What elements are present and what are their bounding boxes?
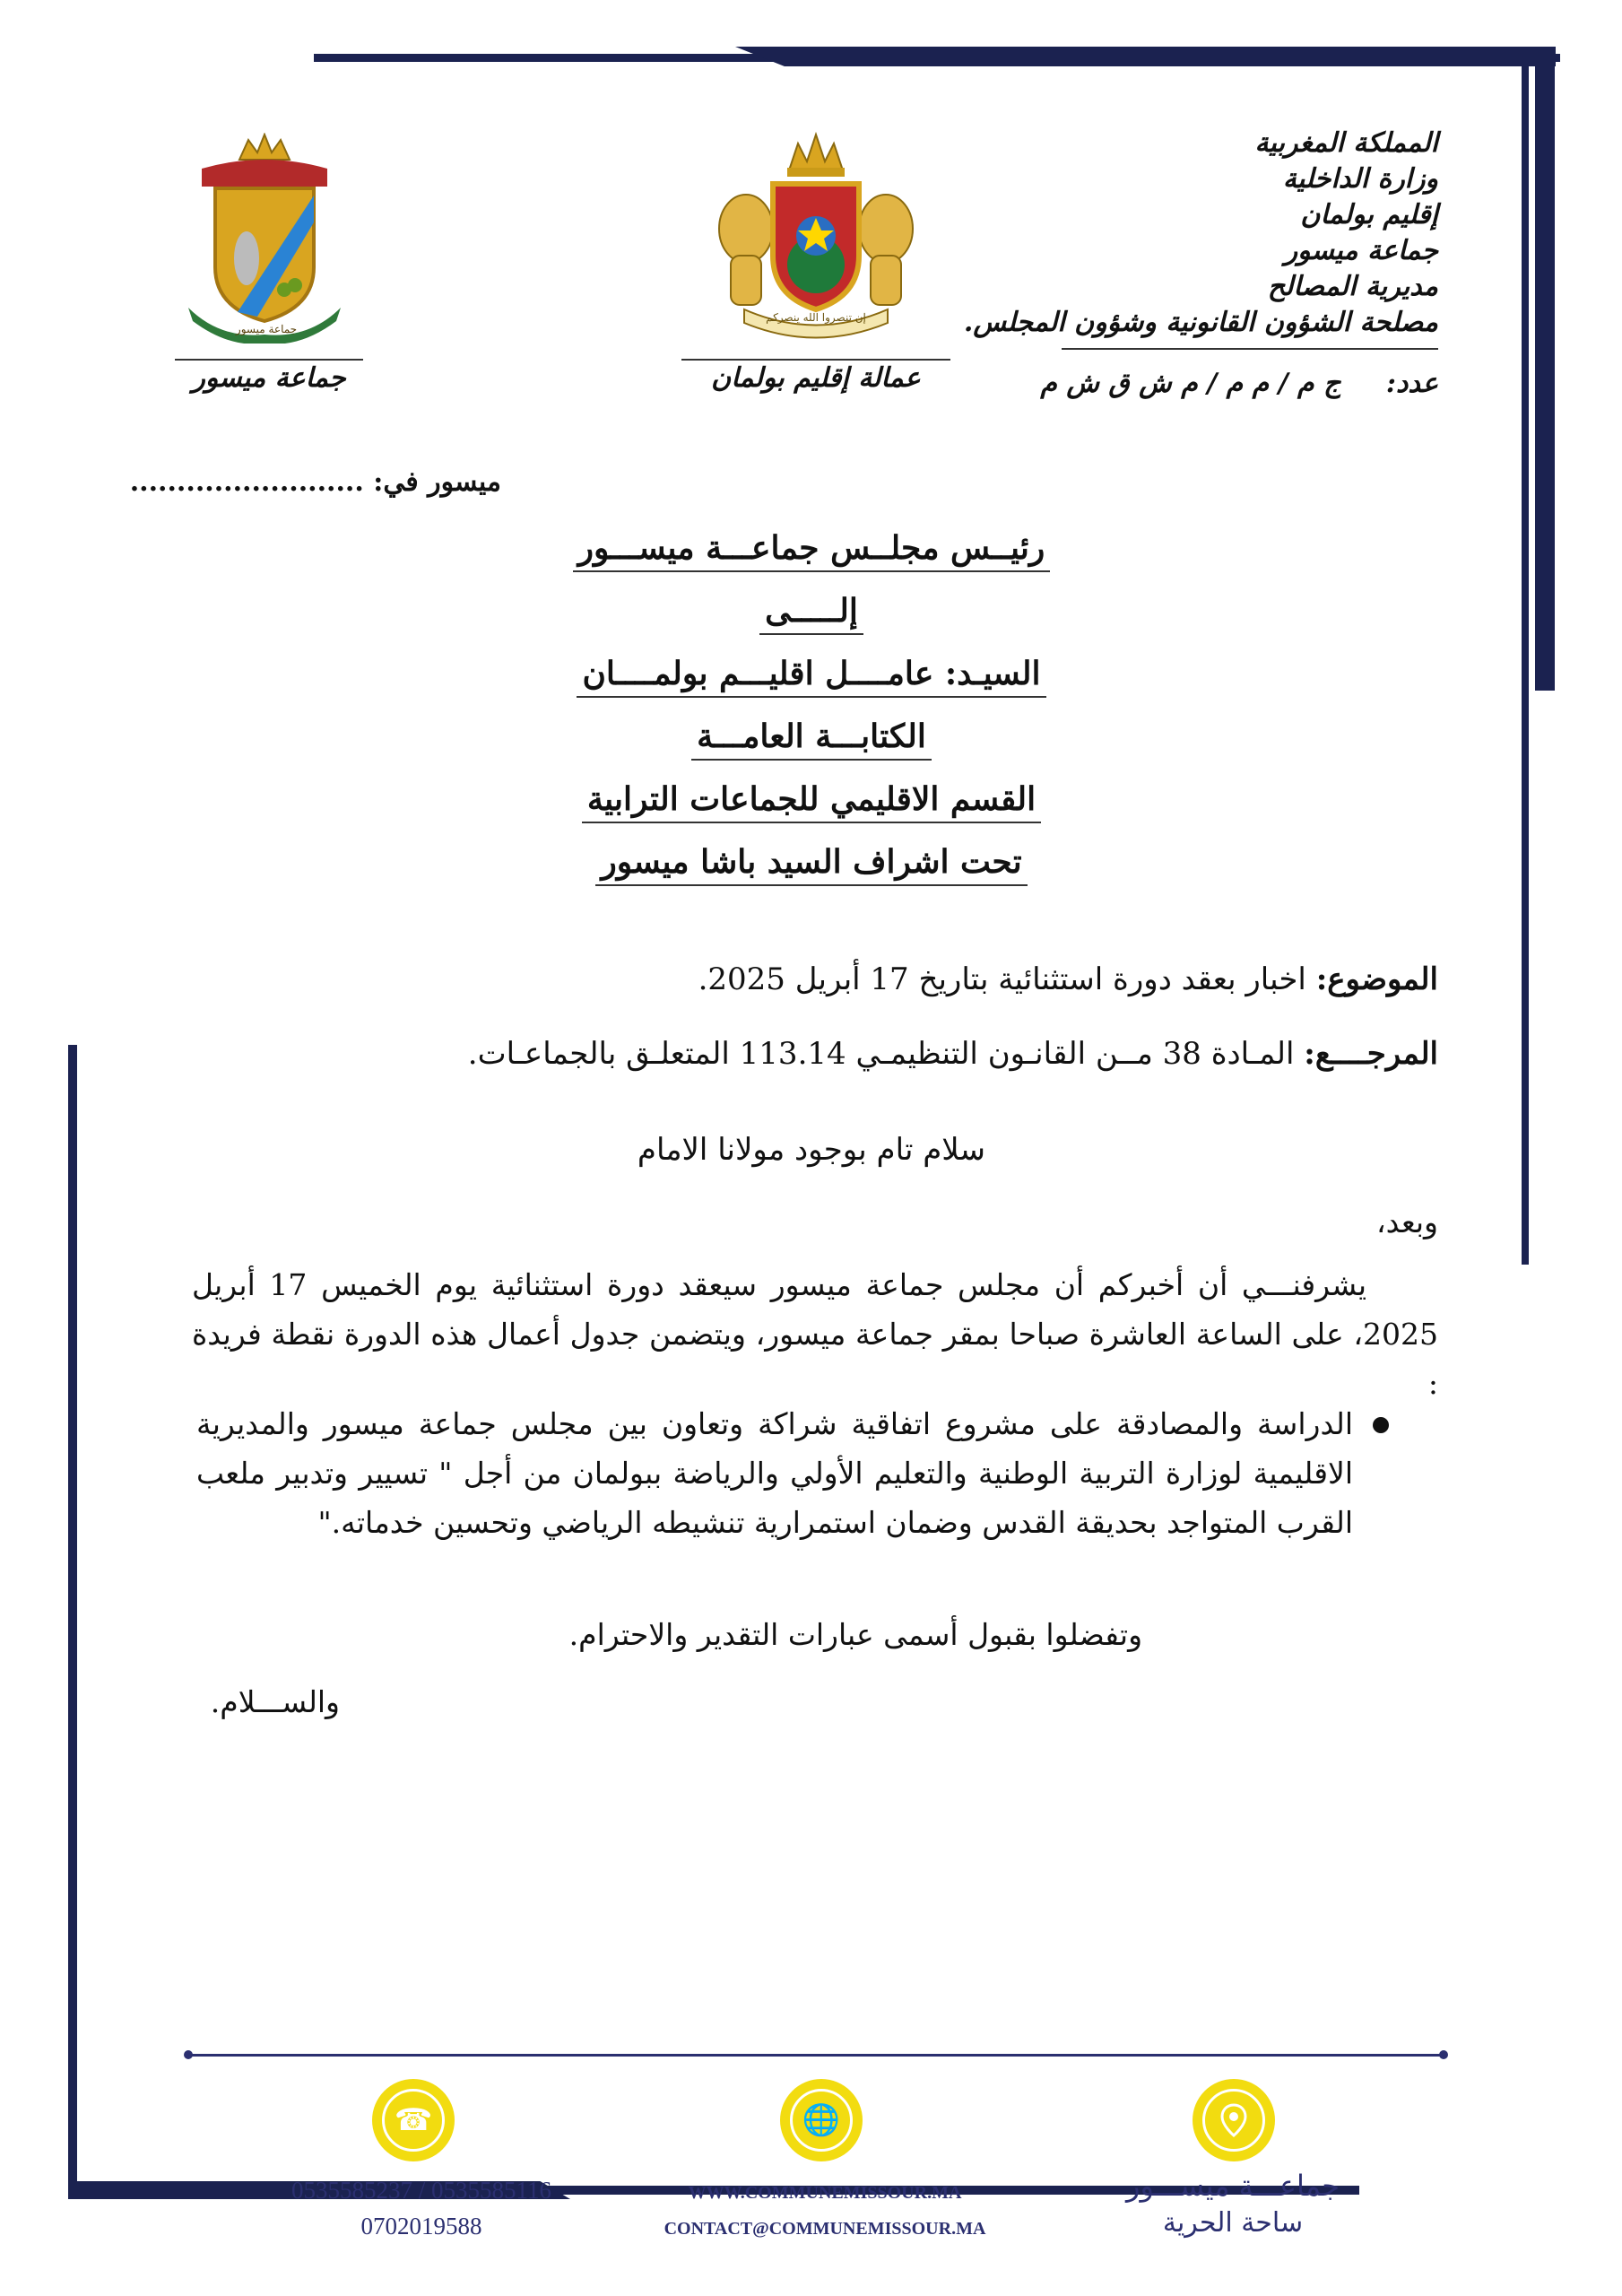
reference-number: [1040, 368, 1438, 399]
subject-text: اخبار بعقد دورة استثنائية بتاريخ 17 أبريل 2025.: [698, 961, 1306, 997]
website-link[interactable]: WWW.COMMUNEMISSOUR.MA: [688, 2183, 962, 2203]
commune-logo-emblem: [184, 133, 345, 344]
header-line-ministry: وزارة الداخلية: [1282, 163, 1438, 195]
salutation: سلام تام بوجود مولانا الامام: [637, 1132, 986, 1168]
agenda-item: الدراسة والمصادقة على مشروع اتفاقية شراكة وتعاون بين مجلس جماعة ميسور والمديرية الاقليمية لوزارة التربية الوطنية والتعليم الأولي والرياضة ببولمان من أجل " تسيير وتدبير ملعب القرب المتواجد بحديقة القدس وضمان استمرارية تنشيطه الرياضي وتحسين خدماته.": [196, 1406, 1353, 1540]
phones-line-1: 0535585237 / 0535585116: [291, 2177, 551, 2204]
supervision: [408, 843, 1215, 881]
header-underline: [1062, 348, 1438, 350]
phones-line-2: 0702019588: [360, 2213, 482, 2239]
reference: [183, 1030, 1438, 1079]
signoff: والســـلام.: [210, 1684, 340, 1719]
ministry-header: [963, 126, 1438, 341]
footer-divider-dot-right: [1439, 2050, 1448, 2059]
department-territorial-communities: [408, 780, 1215, 818]
footer-divider-dot-left: [184, 2050, 193, 2059]
to-label: [408, 592, 1215, 630]
footer-phones: [251, 2172, 592, 2244]
reference-label: عدد:: [1385, 368, 1438, 399]
footer-brand: [1076, 2166, 1390, 2241]
supervision-text: تحت اشراف السيد باشا ميسور: [595, 843, 1027, 886]
reference-text: المـادة 38 مــن القانـون التنظيمـي 113.14 المتعلـق بالجماعـات.: [467, 1036, 1295, 1072]
reference-value: ج م / م م / م ش ق ش م: [1040, 368, 1341, 399]
header-line-commune: جماعة ميسور: [1284, 235, 1438, 266]
location-pin-icon: [1193, 2079, 1275, 2161]
body-paragraph: يشرفنـــي أن أخبركم أن مجلس جماعة ميسور سيعقد دورة استثنائية يوم الخميس 17 أبريل 2025، على الساعة العاشرة صباحا بمقر جماعة ميسور، ويتضمن جدول أعمال هذه الدورة نقطة فريدة :: [192, 1267, 1438, 1401]
subject-label: الموضوع:: [1315, 961, 1438, 997]
frame-right-bar: [1535, 54, 1555, 691]
department-2-text: القسم الاقليمي للجماعات الترابية: [582, 780, 1041, 823]
brand-location: ساحة الحرية: [1162, 2207, 1304, 2239]
phone-icon: ☎: [372, 2079, 455, 2161]
center-emblem-caption: عمالة إقليم بولمان: [681, 359, 950, 394]
department-general-secretariat: [408, 718, 1215, 755]
recipient-text: السيـد: عامــــل اقليـــم بولمــــان: [577, 655, 1045, 698]
opening: وبعد،: [1375, 1205, 1438, 1239]
sender-text: رئيــس مجلــس جماعـــة ميســـور: [573, 529, 1051, 572]
closing: وتفضلوا بقبول أسمى عبارات التقدير والاحترام.: [568, 1617, 1142, 1652]
reference-label-main: المرجــــع:: [1304, 1036, 1438, 1072]
to-text: إلـــــى: [759, 592, 863, 635]
commune-logo-inner-text: جماعة ميسور: [235, 323, 298, 335]
subject: [183, 955, 1438, 1004]
left-emblem-caption: جماعة ميسور: [175, 359, 363, 394]
frame-right-thin-bar: [1522, 54, 1529, 1265]
frame-top-right-bar: [735, 47, 1556, 66]
header-line-province: إقليم بولمان: [1300, 199, 1438, 230]
department-1-text: الكتابـــة العامـــة: [691, 718, 932, 761]
bullet-dot: [1373, 1417, 1389, 1433]
globe-icon: 🌐: [780, 2079, 863, 2161]
recipient: [408, 655, 1215, 692]
email-link[interactable]: CONTACT@COMMUNEMISSOUR.MA: [664, 2219, 986, 2239]
frame-left-bar: [68, 1045, 77, 2193]
place-date: ميسور في: .........................: [129, 466, 501, 498]
footer-divider: [188, 2054, 1444, 2057]
emblem-motto: إن تنصروا الله ينصركم: [766, 311, 866, 324]
footer-contact: [628, 2175, 1022, 2247]
brand-name: جماعـــة ميســـور: [1125, 2169, 1340, 2203]
header-line-kingdom: المملكة المغربية: [1254, 127, 1438, 159]
header-line-directorate: مديرية المصالح: [1267, 271, 1438, 302]
sender: [408, 529, 1215, 567]
header-line-service: مصلحة الشؤون القانونية وشؤون المجلس.: [963, 307, 1438, 338]
